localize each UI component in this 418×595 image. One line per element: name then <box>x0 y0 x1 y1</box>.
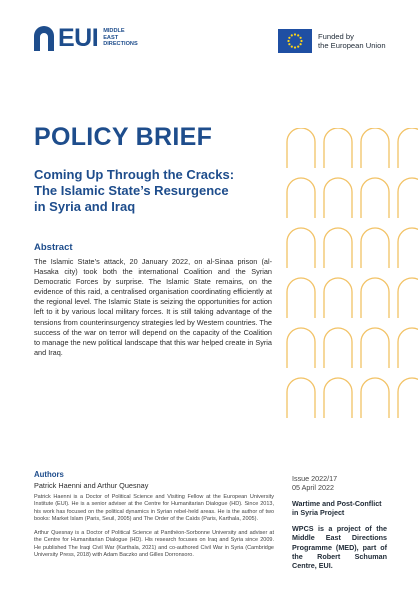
arch-outline <box>324 278 352 318</box>
author-names: Patrick Haenni and Arthur Quesnay <box>34 481 149 490</box>
logo-subtitle: MIDDLE EAST DIRECTIONS <box>103 28 138 48</box>
arch-outline <box>361 228 389 268</box>
decorative-arch-pattern <box>285 128 418 444</box>
arch-outline <box>324 378 352 418</box>
arch-outline <box>361 128 389 168</box>
arch-outline <box>361 378 389 418</box>
issue-info <box>292 475 337 493</box>
arch-outline <box>287 278 315 318</box>
funded-by-text: Funded by the European Union <box>318 31 386 50</box>
project-name: Wartime and Post-Conflict in Syria Project <box>292 499 382 517</box>
abstract-heading: Abstract <box>34 242 73 253</box>
arch-outline <box>398 278 418 318</box>
eui-logo <box>33 25 138 51</box>
arch-outline <box>398 128 418 168</box>
arch-outline <box>324 178 352 218</box>
arch-outline <box>324 328 352 368</box>
arch-icon <box>33 25 55 51</box>
authors-heading: Authors <box>34 470 64 479</box>
arch-outline <box>287 128 315 168</box>
author-bio-quesnay: Arthur Quesnay is a Doctor of Political Science at Panthéon-Sorbonne University and adviser at the Centre for Humanitarian Dialogue (HD). His research focuses on Iraq and Syria since 2009. He published The Iraqi Civil War (Karthala, 2021) and co-authored Civil War in Syria (Cambridge University Press, 2018) with Adam Baczko and Gilles Dorronsoro. <box>34 530 274 559</box>
arch-outline <box>287 228 315 268</box>
arch-outline <box>287 178 315 218</box>
issue-date: 05 April 2022 <box>292 482 334 492</box>
arch-outline <box>287 378 315 418</box>
project-description: WPCS is a project of the Middle East Directions Programme (MED), part of the Robert Schuman Centre, EUI. <box>292 524 387 571</box>
arch-outline <box>398 378 418 418</box>
eu-funding-badge <box>278 29 386 53</box>
eu-flag-icon <box>278 29 312 53</box>
logo-wordmark: EUI <box>58 23 99 52</box>
author-bio-haenni: Patrick Haenni is a Doctor of Political Science and Visiting Fellow at the European University Institute (EUI). He is a senior adviser at the Centre for Humanitarian Dialogue (HD). Since 2013, his work has focused on the political dynamics in Syrian rebel-held areas. He is the author of two books: Market Islam (Paris, Seuil, 2005) and The Order of the Caïds (Paris, Karthala, 2005). <box>34 494 274 523</box>
arch-outline <box>398 328 418 368</box>
abstract-text: The Islamic State’s attack, 20 January 2022, on al-Sinaa prison (al-Hasaka city) took both the international Coalition and the Syrian Democratic Forces by surprise. The Islamic State remains, on the evidence of this raid, a centralised organisation coordinating efficiently at the regional level. The Islamic State is seizing the opportunities for action left to it by various local military forces. It is still taking advantage of the tensions from counterinsurgency strategies led by Western countries. The success of the war on terror will depend on the capacity of the Coalition to manage the new political landscape that this war helped create in Syria and Iraq. <box>34 257 272 357</box>
issue-number: Issue 2022/17 <box>292 474 338 483</box>
brief-title: Coming Up Through the Cracks: The Islamic State’s Resurgence in Syria and Iraq <box>34 167 235 214</box>
document-type: POLICY BRIEF <box>34 123 213 151</box>
arch-outline <box>398 178 418 218</box>
arch-outline <box>324 128 352 168</box>
arch-outline <box>361 178 389 218</box>
arch-outline <box>287 328 315 368</box>
arch-outline <box>361 328 389 368</box>
arch-outline <box>398 228 418 268</box>
arch-outline <box>361 278 389 318</box>
arch-outline <box>324 228 352 268</box>
